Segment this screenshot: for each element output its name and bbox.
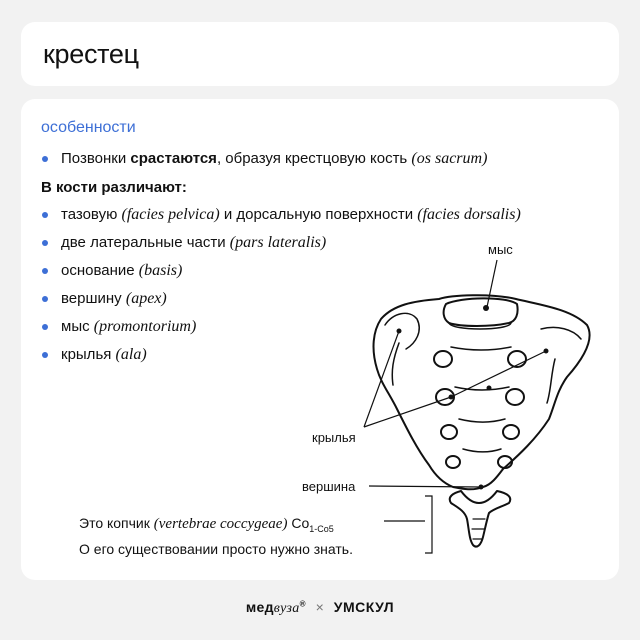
note-co: Co — [287, 515, 310, 531]
note-sub: 1-Co5 — [309, 523, 334, 534]
brand-umskul-logo: УМСКУЛ — [333, 599, 395, 615]
item-latin: (basis) — [138, 262, 183, 279]
sacrum-illustration — [21, 99, 619, 580]
note-text: Это копчик — [79, 515, 154, 531]
note-line-1 — [79, 513, 353, 539]
item-latin: (pars lateralis) — [229, 234, 327, 251]
brand-medvuza-logo: медвуза® — [245, 599, 306, 616]
item-latin: (ala) — [115, 346, 147, 363]
annotation-vershina: вершина — [302, 479, 356, 494]
item-text: и дорсальную поверхности — [219, 206, 418, 223]
item-latin: (facies dorsalis) — [417, 206, 521, 223]
item-text: две латеральные части — [61, 234, 230, 251]
coccyx-note — [79, 513, 353, 559]
annotation-krylya: крылья — [312, 430, 356, 445]
item-latin: (apex) — [125, 290, 167, 307]
sub-heading: В кости различают: — [41, 179, 187, 196]
separator: × — [315, 599, 324, 615]
item-text: основание — [61, 262, 139, 279]
page-title: крестец — [43, 39, 139, 69]
section-heading: особенности — [41, 119, 136, 136]
item-text: вершину — [61, 290, 126, 307]
feature-text-pre: Позвонки — [61, 150, 131, 167]
note-latin: (vertebrae coccygeae) — [153, 516, 288, 532]
note-line-2: О его существовании просто нужно знать. — [79, 540, 353, 557]
item-latin: (promontorium) — [93, 318, 197, 335]
content-card — [21, 99, 619, 580]
annotation-mys: мыс — [488, 242, 513, 257]
footer — [0, 599, 640, 617]
item-text: тазовую — [61, 206, 122, 223]
feature-text-latin: (os sacrum) — [411, 150, 488, 167]
item-latin: (facies pelvica) — [121, 206, 220, 223]
item-text: мыс — [61, 318, 94, 335]
title-card — [21, 22, 619, 86]
feature-text-post: , образуя крестцовую кость — [216, 150, 412, 167]
item-text: крылья — [61, 346, 116, 363]
feature-text-bold: срастаются — [130, 150, 217, 167]
